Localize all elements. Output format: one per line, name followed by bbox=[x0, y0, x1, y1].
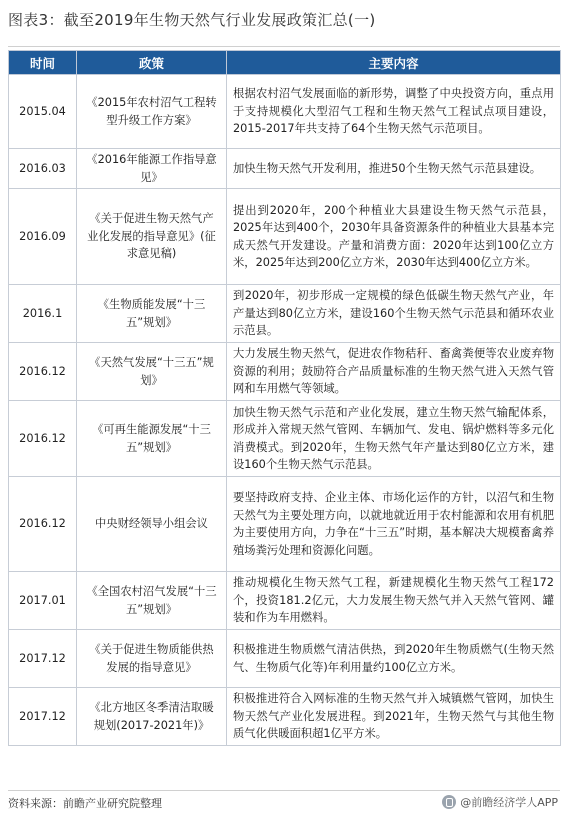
app-logo-icon bbox=[442, 795, 456, 809]
cell-time: 2016.03 bbox=[9, 149, 77, 189]
cell-time: 2017.12 bbox=[9, 630, 77, 688]
cell-time: 2016.1 bbox=[9, 285, 77, 343]
cell-time: 2016.09 bbox=[9, 189, 77, 285]
cell-policy: 《北方地区冬季清洁取暖规划(2017-2021年)》 bbox=[77, 688, 227, 746]
cell-content: 积极推进生物质燃气清洁供热，到2020年生物质燃气(生物天然气、生物质气化等)年利用量约100亿立方米。 bbox=[227, 630, 561, 688]
brand-credit bbox=[442, 794, 558, 810]
cell-policy: 中央财经领导小组会议 bbox=[77, 477, 227, 572]
brand-label: @前瞻经济学人APP bbox=[460, 796, 558, 809]
footer bbox=[8, 790, 560, 815]
cell-content: 要坚持政府支持、企业主体、市场化运作的方针，以沼气和生物天然气为主要处理方向，以就地就近用于农村能源和农用有机肥为主要使用方向，力争在“十三五”时期，基本解决大规模畜禽养殖场粪污处理和资源化问题。 bbox=[227, 477, 561, 572]
cell-content: 加快生物天然气开发利用，推进50个生物天然气示范县建设。 bbox=[227, 149, 561, 189]
policy-table bbox=[8, 50, 561, 746]
table-title: 图表3：截至2019年生物天然气行业发展政策汇总(一) bbox=[8, 6, 560, 47]
cell-content: 大力发展生物天然气，促进农作物秸秆、畜禽粪便等农业废弃物资源的利用；鼓励符合产品质量标准的生物天然气进入天然气管网和车用燃气等领域。 bbox=[227, 343, 561, 401]
table-row bbox=[9, 149, 561, 189]
table-row bbox=[9, 630, 561, 688]
header-policy: 政策 bbox=[77, 51, 227, 75]
cell-policy: 《天然气发展“十三五”规划》 bbox=[77, 343, 227, 401]
cell-time: 2017.01 bbox=[9, 572, 77, 630]
table-row bbox=[9, 343, 561, 401]
cell-time: 2016.12 bbox=[9, 477, 77, 572]
table-row bbox=[9, 75, 561, 149]
table-row bbox=[9, 401, 561, 477]
table-row bbox=[9, 477, 561, 572]
cell-policy: 《可再生能源发展“十三五”规划》 bbox=[77, 401, 227, 477]
cell-policy: 《2015年农村沼气工程转型升级工作方案》 bbox=[77, 75, 227, 149]
table-row bbox=[9, 189, 561, 285]
cell-time: 2017.12 bbox=[9, 688, 77, 746]
cell-policy: 《关于促进生物质能供热发展的指导意见》 bbox=[77, 630, 227, 688]
cell-content: 积极推进符合入网标准的生物天然气并入城镇燃气管网，加快生物天然气产业化发展进程。到2021年，生物天然气与其他生物质气化供暖面积超1亿平方米。 bbox=[227, 688, 561, 746]
table-row bbox=[9, 688, 561, 746]
cell-policy: 《2016年能源工作指导意见》 bbox=[77, 149, 227, 189]
cell-policy: 《生物质能发展“十三五”规划》 bbox=[77, 285, 227, 343]
cell-content: 到2020年，初步形成一定规模的绿色低碳生物天然气产业，年产量达到80亿立方米，建设160个生物天然气示范县和循环农业示范县。 bbox=[227, 285, 561, 343]
cell-time: 2016.12 bbox=[9, 401, 77, 477]
cell-content: 推动规模化生物天然气工程，新建规模化生物天然气工程172个，投资181.2亿元，大力发展生物天然气并入天然气管网、罐装和作为车用燃料。 bbox=[227, 572, 561, 630]
table-row bbox=[9, 572, 561, 630]
cell-policy: 《关于促进生物天然气产业化发展的指导意见》(征求意见稿) bbox=[77, 189, 227, 285]
cell-time: 2016.12 bbox=[9, 343, 77, 401]
source-note: 资料来源：前瞻产业研究院整理 bbox=[8, 797, 162, 810]
header-content: 主要内容 bbox=[227, 51, 561, 75]
table-row bbox=[9, 285, 561, 343]
table-header-row bbox=[9, 51, 561, 75]
cell-content: 提出到2020年，200个种植业大县建设生物天然气示范县，2025年达到400个，2030年具备资源条件的种植业大县基本完成天然气开发建设。产量和消费方面：2020年达到100亿立方米，2025年达到200亿立方米，2030年达到400亿立方米。 bbox=[227, 189, 561, 285]
cell-content: 根据农村沼气发展面临的新形势，调整了中央投资方向，重点用于支持规模化大型沼气工程和生物天然气工程试点项目建设，2015-2017年共支持了64个生物天然气示范项目。 bbox=[227, 75, 561, 149]
cell-time: 2015.04 bbox=[9, 75, 77, 149]
cell-policy: 《全国农村沼气发展“十三五”规划》 bbox=[77, 572, 227, 630]
header-time: 时间 bbox=[9, 51, 77, 75]
cell-content: 加快生物天然气示范和产业化发展，建立生物天然气输配体系，形成并入常规天然气管网、车辆加气、发电、锅炉燃料等多元化消费模式。到2020年，生物天然气年产量达到80亿立方米，建设160个生物天然气示范县。 bbox=[227, 401, 561, 477]
